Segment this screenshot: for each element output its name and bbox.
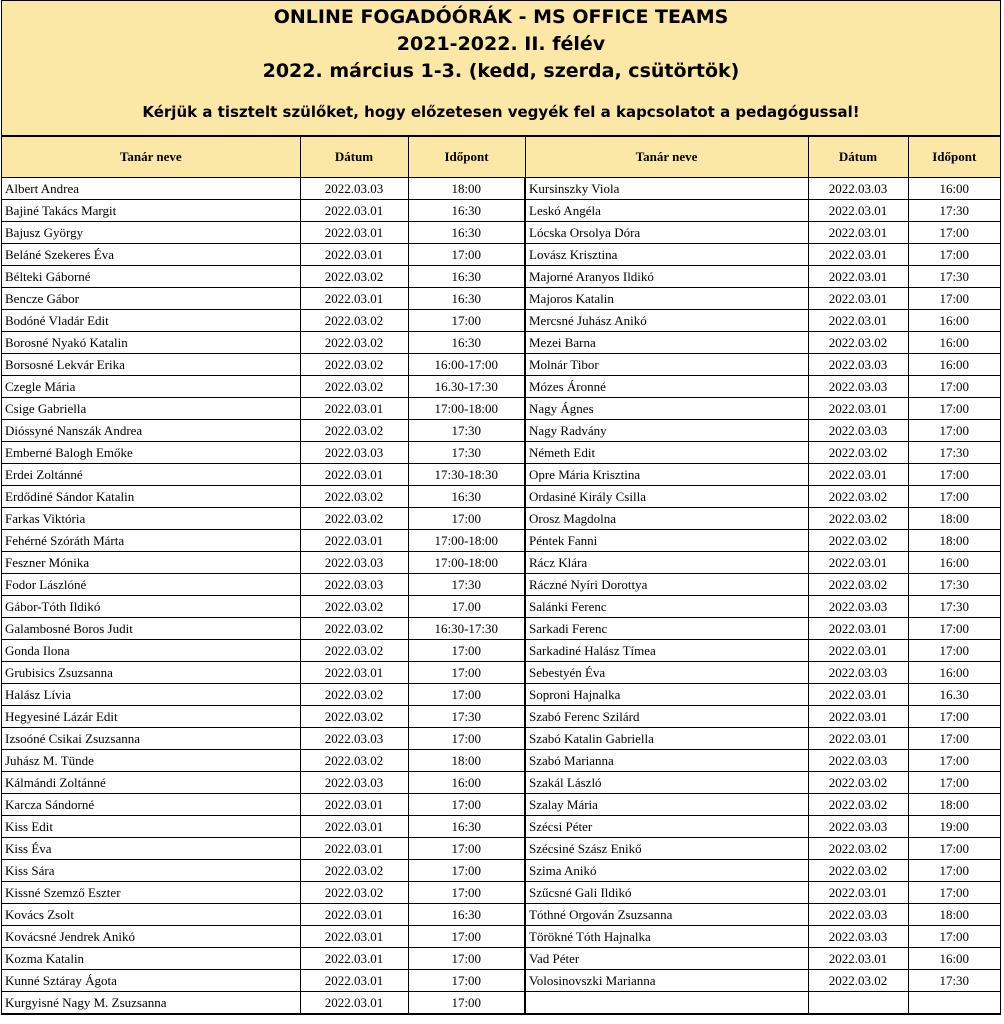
teacher-name-cell: Vad Péter bbox=[525, 948, 808, 970]
time-cell: 16:30 bbox=[408, 904, 525, 926]
date-cell: 2022.03.01 bbox=[808, 464, 908, 486]
teacher-name-cell: Salánki Ferenc bbox=[525, 596, 808, 618]
time-cell: 18:00 bbox=[408, 750, 525, 772]
time-cell: 16:00 bbox=[908, 948, 1000, 970]
time-cell: 16:00 bbox=[908, 332, 1000, 354]
table-row bbox=[2, 464, 1000, 486]
title-line-2: 2021-2022. II. félév bbox=[396, 33, 606, 55]
table-row bbox=[2, 178, 1000, 200]
table-row bbox=[2, 222, 1000, 244]
teacher-name-cell: Mercsné Juhász Anikó bbox=[525, 310, 808, 332]
teacher-name-cell: Erdődiné Sándor Katalin bbox=[2, 486, 300, 508]
table-row bbox=[2, 574, 1000, 596]
teacher-name-cell: Törökné Tóth Hajnalka bbox=[525, 926, 808, 948]
table-row bbox=[2, 882, 1000, 904]
date-cell: 2022.03.03 bbox=[808, 376, 908, 398]
time-cell: 17:00 bbox=[408, 838, 525, 860]
title-line-3: 2022. március 1-3. (kedd, szerda, csütörtök) bbox=[262, 60, 740, 82]
table-row bbox=[2, 266, 1000, 288]
teacher-name-cell: Halász Lívia bbox=[2, 684, 300, 706]
teacher-name-cell bbox=[525, 992, 808, 1014]
time-cell: 17:00 bbox=[408, 640, 525, 662]
teacher-name-cell: Borosné Nyakó Katalin bbox=[2, 332, 300, 354]
teacher-name-cell: Sarkadi Ferenc bbox=[525, 618, 808, 640]
time-cell: 16:00 bbox=[908, 354, 1000, 376]
date-cell: 2022.03.03 bbox=[300, 728, 408, 750]
teacher-name-cell: Szalay Mária bbox=[525, 794, 808, 816]
time-cell: 17:00 bbox=[908, 288, 1000, 310]
teacher-name-cell: Sarkadiné Halász Tímea bbox=[525, 640, 808, 662]
time-cell: 16:30 bbox=[408, 222, 525, 244]
date-cell: 2022.03.02 bbox=[808, 442, 908, 464]
time-cell: 17:30 bbox=[908, 442, 1000, 464]
time-cell: 16:30-17:30 bbox=[408, 618, 525, 640]
col-header-time-right: Időpont bbox=[908, 137, 1000, 178]
table-header-row bbox=[2, 137, 1000, 178]
time-cell: 17:00-18:00 bbox=[408, 530, 525, 552]
date-cell: 2022.03.01 bbox=[808, 728, 908, 750]
time-cell: 17:00 bbox=[908, 750, 1000, 772]
table-row bbox=[2, 332, 1000, 354]
time-cell: 17:30 bbox=[408, 442, 525, 464]
teacher-name-cell: Orosz Magdolna bbox=[525, 508, 808, 530]
teacher-name-cell: Galambosné Boros Judit bbox=[2, 618, 300, 640]
col-header-date-left: Dátum bbox=[300, 137, 408, 178]
date-cell: 2022.03.03 bbox=[808, 904, 908, 926]
date-cell: 2022.03.01 bbox=[808, 398, 908, 420]
teacher-name-cell: Ordasiné Király Csilla bbox=[525, 486, 808, 508]
teacher-name-cell: Szécsiné Szász Enikő bbox=[525, 838, 808, 860]
date-cell bbox=[808, 992, 908, 1014]
date-cell: 2022.03.01 bbox=[300, 838, 408, 860]
table-row bbox=[2, 640, 1000, 662]
teacher-name-cell: Izsoóné Csikai Zsuzsanna bbox=[2, 728, 300, 750]
table-row bbox=[2, 530, 1000, 552]
time-cell bbox=[908, 992, 1000, 1014]
time-cell: 17:00 bbox=[408, 970, 525, 992]
date-cell: 2022.03.02 bbox=[300, 750, 408, 772]
time-cell: 17:00 bbox=[908, 882, 1000, 904]
time-cell: 17:00 bbox=[908, 222, 1000, 244]
teacher-name-cell: Gábor-Tóth Ildikó bbox=[2, 596, 300, 618]
teacher-name-cell: Nagy Ágnes bbox=[525, 398, 808, 420]
date-cell: 2022.03.02 bbox=[808, 486, 908, 508]
date-cell: 2022.03.02 bbox=[808, 794, 908, 816]
time-cell: 18:00 bbox=[908, 904, 1000, 926]
date-cell: 2022.03.01 bbox=[808, 288, 908, 310]
table-row bbox=[2, 398, 1000, 420]
time-cell: 18:00 bbox=[908, 508, 1000, 530]
time-cell: 17:30 bbox=[908, 266, 1000, 288]
date-cell: 2022.03.03 bbox=[808, 750, 908, 772]
table-row bbox=[2, 244, 1000, 266]
time-cell: 17:00 bbox=[408, 882, 525, 904]
date-cell: 2022.03.02 bbox=[300, 640, 408, 662]
teacher-name-cell: Majoros Katalin bbox=[525, 288, 808, 310]
time-cell: 17:00 bbox=[908, 398, 1000, 420]
date-cell: 2022.03.03 bbox=[808, 816, 908, 838]
table-row bbox=[2, 750, 1000, 772]
table-row bbox=[2, 728, 1000, 750]
teacher-name-cell: Szabó Katalin Gabriella bbox=[525, 728, 808, 750]
date-cell: 2022.03.02 bbox=[300, 266, 408, 288]
time-cell: 17:30 bbox=[908, 970, 1000, 992]
table-row bbox=[2, 310, 1000, 332]
teacher-name-cell: Bajusz György bbox=[2, 222, 300, 244]
table-row bbox=[2, 860, 1000, 882]
time-cell: 17:30 bbox=[908, 596, 1000, 618]
teacher-name-cell: Kurgyisné Nagy M. Zsuzsanna bbox=[2, 992, 300, 1014]
teacher-name-cell: Mózes Áronné bbox=[525, 376, 808, 398]
date-cell: 2022.03.02 bbox=[300, 420, 408, 442]
date-cell: 2022.03.02 bbox=[808, 860, 908, 882]
teacher-name-cell: Bajiné Takács Margit bbox=[2, 200, 300, 222]
date-cell: 2022.03.01 bbox=[300, 992, 408, 1014]
date-cell: 2022.03.01 bbox=[808, 244, 908, 266]
teacher-name-cell: Soproni Hajnalka bbox=[525, 684, 808, 706]
time-cell: 17:30 bbox=[408, 574, 525, 596]
table-row bbox=[2, 442, 1000, 464]
time-cell: 17:00 bbox=[908, 376, 1000, 398]
date-cell: 2022.03.01 bbox=[808, 684, 908, 706]
teacher-name-cell: Farkas Viktória bbox=[2, 508, 300, 530]
table-row bbox=[2, 684, 1000, 706]
time-cell: 16:30 bbox=[408, 200, 525, 222]
date-cell: 2022.03.03 bbox=[808, 354, 908, 376]
col-header-name-right: Tanár neve bbox=[525, 137, 808, 178]
teacher-name-cell: Csige Gabriella bbox=[2, 398, 300, 420]
table-row bbox=[2, 970, 1000, 992]
date-cell: 2022.03.03 bbox=[300, 552, 408, 574]
date-cell: 2022.03.02 bbox=[808, 772, 908, 794]
teacher-name-cell: Feszner Mónika bbox=[2, 552, 300, 574]
date-cell: 2022.03.01 bbox=[300, 816, 408, 838]
date-cell: 2022.03.02 bbox=[300, 332, 408, 354]
teacher-name-cell: Kálmándi Zoltánné bbox=[2, 772, 300, 794]
teacher-name-cell: Leskó Angéla bbox=[525, 200, 808, 222]
date-cell: 2022.03.01 bbox=[808, 706, 908, 728]
teacher-name-cell: Opre Mária Krisztina bbox=[525, 464, 808, 486]
time-cell: 17:00 bbox=[408, 244, 525, 266]
table-row bbox=[2, 420, 1000, 442]
date-cell: 2022.03.01 bbox=[808, 552, 908, 574]
date-cell: 2022.03.03 bbox=[808, 420, 908, 442]
time-cell: 18:00 bbox=[908, 794, 1000, 816]
date-cell: 2022.03.02 bbox=[300, 618, 408, 640]
date-cell: 2022.03.02 bbox=[300, 486, 408, 508]
table-row bbox=[2, 838, 1000, 860]
date-cell: 2022.03.01 bbox=[300, 222, 408, 244]
table-row bbox=[2, 596, 1000, 618]
table-row bbox=[2, 926, 1000, 948]
date-cell: 2022.03.01 bbox=[300, 970, 408, 992]
teacher-name-cell: Rácz Klára bbox=[525, 552, 808, 574]
time-cell: 17:00 bbox=[908, 706, 1000, 728]
table-row bbox=[2, 772, 1000, 794]
teacher-name-cell: Szabó Ferenc Szilárd bbox=[525, 706, 808, 728]
date-cell: 2022.03.02 bbox=[300, 860, 408, 882]
time-cell: 17:00 bbox=[408, 310, 525, 332]
table-row bbox=[2, 486, 1000, 508]
date-cell: 2022.03.02 bbox=[808, 838, 908, 860]
date-cell: 2022.03.01 bbox=[808, 266, 908, 288]
schedule-table bbox=[2, 137, 1000, 1014]
table-row bbox=[2, 992, 1000, 1014]
teacher-name-cell: Gonda Ilona bbox=[2, 640, 300, 662]
time-cell: 17:00-18:00 bbox=[408, 552, 525, 574]
date-cell: 2022.03.01 bbox=[300, 948, 408, 970]
time-cell: 16.30 bbox=[908, 684, 1000, 706]
date-cell: 2022.03.01 bbox=[300, 926, 408, 948]
teacher-name-cell: Szima Anikó bbox=[525, 860, 808, 882]
teacher-name-cell: Borsosné Lekvár Erika bbox=[2, 354, 300, 376]
time-cell: 17:00 bbox=[908, 860, 1000, 882]
title-line-1: ONLINE FOGADÓÓRÁK - MS OFFICE TEAMS bbox=[273, 6, 729, 28]
teacher-name-cell: Bodóné Vladár Edit bbox=[2, 310, 300, 332]
teacher-name-cell: Lócska Orsolya Dóra bbox=[525, 222, 808, 244]
table-row bbox=[2, 816, 1000, 838]
date-cell: 2022.03.01 bbox=[808, 948, 908, 970]
date-cell: 2022.03.01 bbox=[300, 904, 408, 926]
teacher-name-cell: Szabó Marianna bbox=[525, 750, 808, 772]
time-cell: 16:30 bbox=[408, 332, 525, 354]
teacher-name-cell: Szécsi Péter bbox=[525, 816, 808, 838]
date-cell: 2022.03.03 bbox=[808, 596, 908, 618]
time-cell: 17:30 bbox=[908, 574, 1000, 596]
date-cell: 2022.03.02 bbox=[300, 596, 408, 618]
table-row bbox=[2, 552, 1000, 574]
date-cell: 2022.03.03 bbox=[300, 772, 408, 794]
teacher-name-cell: Kovács Zsolt bbox=[2, 904, 300, 926]
teacher-name-cell: Ráczné Nyíri Dorottya bbox=[525, 574, 808, 596]
teacher-name-cell: Dióssyné Nanszák Andrea bbox=[2, 420, 300, 442]
table-row bbox=[2, 376, 1000, 398]
teacher-name-cell: Kunné Sztáray Ágota bbox=[2, 970, 300, 992]
col-header-time-left: Időpont bbox=[408, 137, 525, 178]
time-cell: 17:00 bbox=[908, 728, 1000, 750]
date-cell: 2022.03.01 bbox=[300, 244, 408, 266]
teacher-name-cell: Sebestyén Éva bbox=[525, 662, 808, 684]
date-cell: 2022.03.03 bbox=[300, 574, 408, 596]
date-cell: 2022.03.02 bbox=[300, 508, 408, 530]
time-cell: 17:30 bbox=[408, 420, 525, 442]
date-cell: 2022.03.02 bbox=[300, 354, 408, 376]
time-cell: 17:00 bbox=[908, 420, 1000, 442]
teacher-name-cell: Péntek Fanni bbox=[525, 530, 808, 552]
time-cell: 17:00 bbox=[408, 662, 525, 684]
date-cell: 2022.03.02 bbox=[808, 332, 908, 354]
teacher-name-cell: Kursinszky Viola bbox=[525, 178, 808, 200]
teacher-name-cell: Bencze Gábor bbox=[2, 288, 300, 310]
time-cell: 17:00 bbox=[408, 860, 525, 882]
table-row bbox=[2, 948, 1000, 970]
time-cell: 19:00 bbox=[908, 816, 1000, 838]
date-cell: 2022.03.01 bbox=[300, 288, 408, 310]
teacher-name-cell: Kiss Edit bbox=[2, 816, 300, 838]
table-row bbox=[2, 662, 1000, 684]
time-cell: 18:00 bbox=[908, 530, 1000, 552]
teacher-name-cell: Beláné Szekeres Éva bbox=[2, 244, 300, 266]
date-cell: 2022.03.03 bbox=[808, 178, 908, 200]
teacher-name-cell: Kozma Katalin bbox=[2, 948, 300, 970]
time-cell: 16:00 bbox=[908, 178, 1000, 200]
parent-notice: Kérjük a tisztelt szülőket, hogy előzetesen vegyék fel a kapcsolatot a pedagógussal! bbox=[142, 103, 860, 121]
time-cell: 17:00 bbox=[908, 244, 1000, 266]
teacher-name-cell: Fehérné Szóráth Márta bbox=[2, 530, 300, 552]
time-cell: 17:00 bbox=[408, 926, 525, 948]
time-cell: 17:00-18:00 bbox=[408, 398, 525, 420]
time-cell: 17:00 bbox=[908, 838, 1000, 860]
time-cell: 18:00 bbox=[408, 178, 525, 200]
sheet-header bbox=[2, 0, 1000, 137]
table-body bbox=[2, 178, 1000, 1014]
teacher-name-cell: Volosinovszki Marianna bbox=[525, 970, 808, 992]
time-cell: 17:00 bbox=[408, 728, 525, 750]
teacher-name-cell: Molnár Tibor bbox=[525, 354, 808, 376]
teacher-name-cell: Kovácsné Jendrek Anikó bbox=[2, 926, 300, 948]
date-cell: 2022.03.01 bbox=[808, 222, 908, 244]
teacher-name-cell: Kissné Szemző Eszter bbox=[2, 882, 300, 904]
time-cell: 16:00 bbox=[908, 662, 1000, 684]
time-cell: 17:30-18:30 bbox=[408, 464, 525, 486]
time-cell: 16:00 bbox=[408, 772, 525, 794]
table-row bbox=[2, 618, 1000, 640]
teacher-name-cell: Czegle Mária bbox=[2, 376, 300, 398]
date-cell: 2022.03.01 bbox=[808, 310, 908, 332]
time-cell: 16:30 bbox=[408, 486, 525, 508]
time-cell: 17:00 bbox=[908, 640, 1000, 662]
teacher-name-cell: Nagy Radvány bbox=[525, 420, 808, 442]
time-cell: 17:00 bbox=[408, 794, 525, 816]
date-cell: 2022.03.01 bbox=[300, 464, 408, 486]
schedule-sheet bbox=[1, 0, 1001, 1015]
teacher-name-cell: Tóthné Orgován Zsuzsanna bbox=[525, 904, 808, 926]
teacher-name-cell: Juhász M. Tünde bbox=[2, 750, 300, 772]
time-cell: 17:00 bbox=[408, 992, 525, 1014]
time-cell: 17:00 bbox=[908, 464, 1000, 486]
teacher-name-cell: Fodor Lászlóné bbox=[2, 574, 300, 596]
time-cell: 17:00 bbox=[908, 926, 1000, 948]
teacher-name-cell: Karcza Sándorné bbox=[2, 794, 300, 816]
teacher-name-cell: Szűcsné Gali Ildikó bbox=[525, 882, 808, 904]
date-cell: 2022.03.02 bbox=[808, 970, 908, 992]
time-cell: 17:00 bbox=[908, 618, 1000, 640]
teacher-name-cell: Szakál László bbox=[525, 772, 808, 794]
date-cell: 2022.03.03 bbox=[300, 178, 408, 200]
date-cell: 2022.03.02 bbox=[808, 508, 908, 530]
teacher-name-cell: Erdei Zoltánné bbox=[2, 464, 300, 486]
table-row bbox=[2, 200, 1000, 222]
table-row bbox=[2, 288, 1000, 310]
teacher-name-cell: Kiss Sára bbox=[2, 860, 300, 882]
date-cell: 2022.03.01 bbox=[808, 618, 908, 640]
table-row bbox=[2, 508, 1000, 530]
time-cell: 17:00 bbox=[408, 684, 525, 706]
teacher-name-cell: Albert Andrea bbox=[2, 178, 300, 200]
table-row bbox=[2, 904, 1000, 926]
date-cell: 2022.03.02 bbox=[300, 882, 408, 904]
time-cell: 17.00 bbox=[408, 596, 525, 618]
date-cell: 2022.03.01 bbox=[808, 882, 908, 904]
time-cell: 16:00-17:00 bbox=[408, 354, 525, 376]
time-cell: 16:30 bbox=[408, 288, 525, 310]
date-cell: 2022.03.02 bbox=[300, 684, 408, 706]
time-cell: 16.30-17:30 bbox=[408, 376, 525, 398]
col-header-date-right: Dátum bbox=[808, 137, 908, 178]
date-cell: 2022.03.01 bbox=[300, 662, 408, 684]
table-row bbox=[2, 706, 1000, 728]
date-cell: 2022.03.03 bbox=[808, 662, 908, 684]
teacher-name-cell: Majorné Aranyos Ildikó bbox=[525, 266, 808, 288]
date-cell: 2022.03.03 bbox=[808, 926, 908, 948]
teacher-name-cell: Kiss Éva bbox=[2, 838, 300, 860]
teacher-name-cell: Hegyesiné Lázár Edit bbox=[2, 706, 300, 728]
date-cell: 2022.03.02 bbox=[808, 574, 908, 596]
time-cell: 17:00 bbox=[408, 948, 525, 970]
time-cell: 17:30 bbox=[408, 706, 525, 728]
teacher-name-cell: Bélteki Gáborné bbox=[2, 266, 300, 288]
teacher-name-cell: Németh Edit bbox=[525, 442, 808, 464]
teacher-name-cell: Grubisics Zsuzsanna bbox=[2, 662, 300, 684]
time-cell: 16:00 bbox=[908, 310, 1000, 332]
date-cell: 2022.03.02 bbox=[300, 706, 408, 728]
table-row bbox=[2, 794, 1000, 816]
time-cell: 16:30 bbox=[408, 266, 525, 288]
teacher-name-cell: Emberné Balogh Emőke bbox=[2, 442, 300, 464]
teacher-name-cell: Mezei Barna bbox=[525, 332, 808, 354]
date-cell: 2022.03.01 bbox=[300, 530, 408, 552]
time-cell: 16:00 bbox=[908, 552, 1000, 574]
date-cell: 2022.03.01 bbox=[808, 640, 908, 662]
date-cell: 2022.03.02 bbox=[300, 310, 408, 332]
time-cell: 16:30 bbox=[408, 816, 525, 838]
time-cell: 17:00 bbox=[908, 772, 1000, 794]
time-cell: 17:00 bbox=[908, 486, 1000, 508]
date-cell: 2022.03.01 bbox=[808, 200, 908, 222]
time-cell: 17:00 bbox=[408, 508, 525, 530]
teacher-name-cell: Lovász Krisztina bbox=[525, 244, 808, 266]
date-cell: 2022.03.02 bbox=[808, 530, 908, 552]
date-cell: 2022.03.02 bbox=[300, 376, 408, 398]
date-cell: 2022.03.01 bbox=[300, 794, 408, 816]
date-cell: 2022.03.03 bbox=[300, 442, 408, 464]
col-header-name-left: Tanár neve bbox=[2, 137, 300, 178]
time-cell: 17:30 bbox=[908, 200, 1000, 222]
table-row bbox=[2, 354, 1000, 376]
date-cell: 2022.03.01 bbox=[300, 200, 408, 222]
date-cell: 2022.03.01 bbox=[300, 398, 408, 420]
